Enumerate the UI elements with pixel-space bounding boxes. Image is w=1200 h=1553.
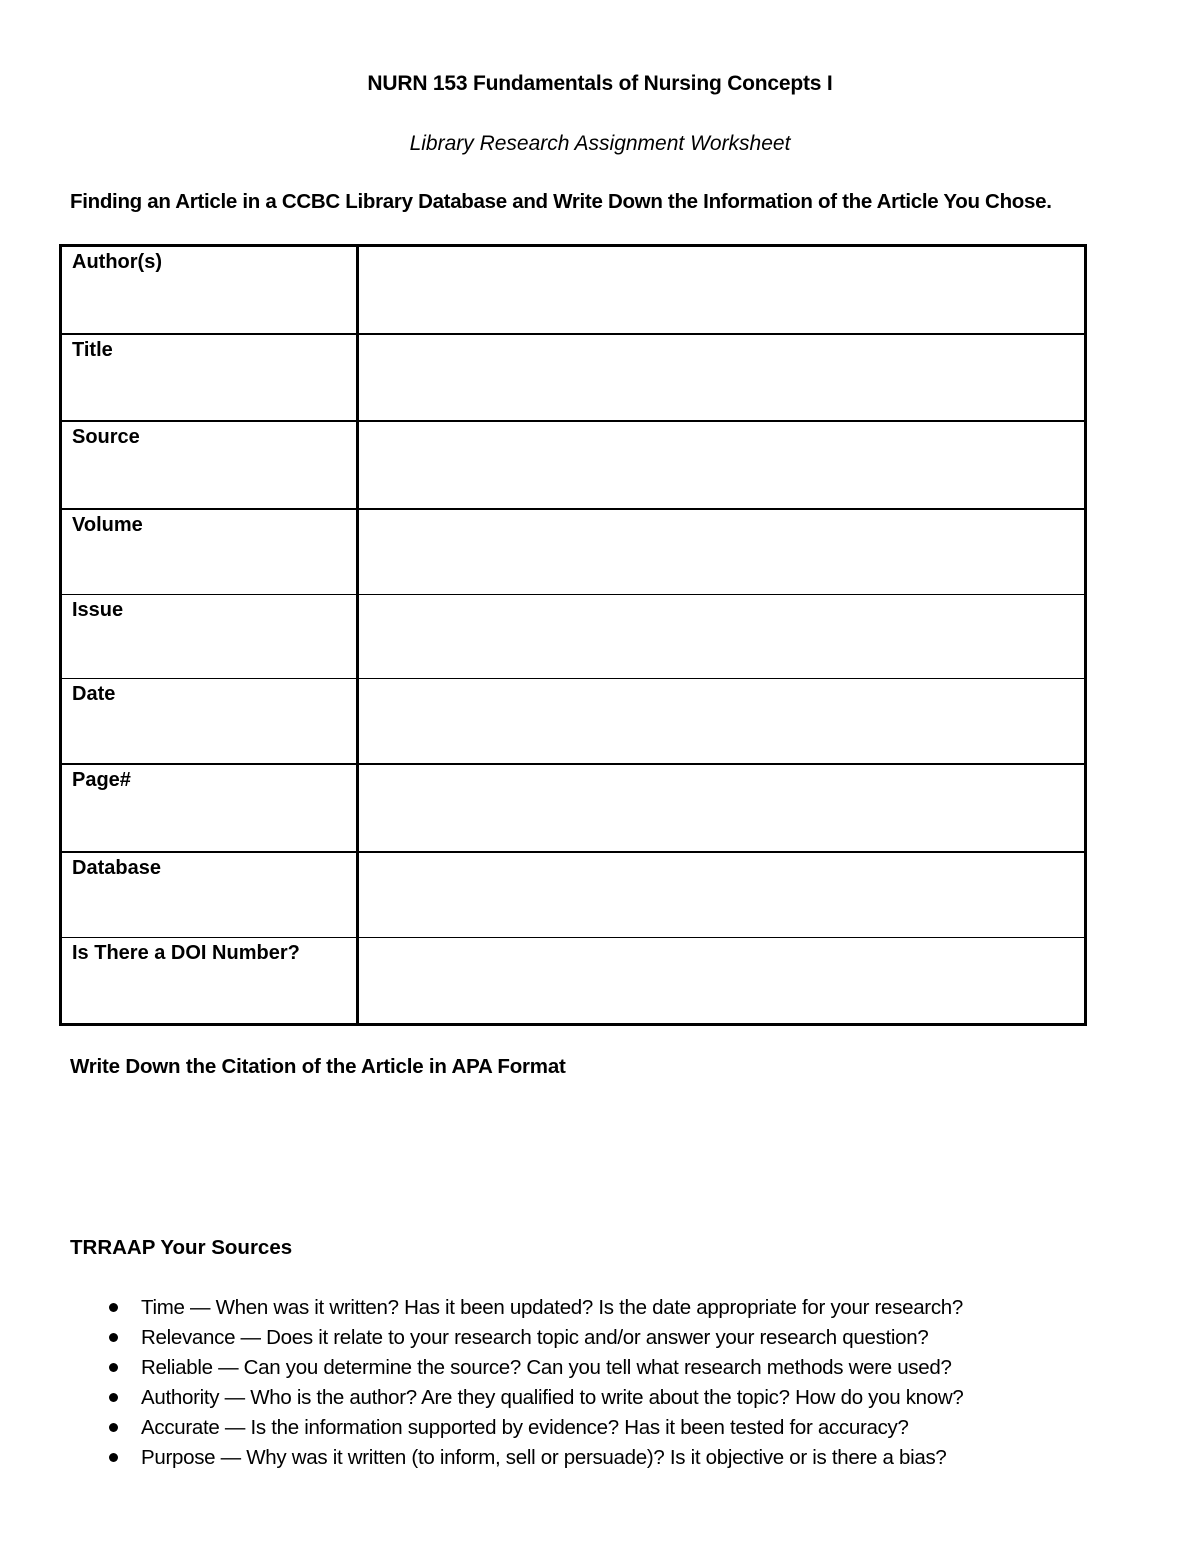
row-label-authors: Author(s): [61, 246, 358, 335]
row-label-issue: Issue: [61, 594, 358, 678]
row-label-page: Page#: [61, 764, 358, 851]
row-label-volume: Volume: [61, 509, 358, 595]
bullet-icon: [109, 1453, 118, 1462]
list-item-text: Accurate — Is the information supported by evidence? Has it been tested for accuracy?: [141, 1416, 909, 1439]
row-label-doi: Is There a DOI Number?: [61, 937, 358, 1024]
table-row: [61, 509, 1086, 595]
table-row: [61, 937, 1086, 1024]
table-row: [61, 246, 1086, 335]
authors-field[interactable]: [358, 246, 1086, 335]
list-item-text: Purpose — Why was it written (to inform, sell or persuade)? Is it objective or is there a bias?: [141, 1446, 947, 1469]
bullet-icon: [109, 1363, 118, 1372]
list-item-text: Reliable — Can you determine the source? Can you tell what research methods were used?: [141, 1356, 952, 1379]
list-item-text: Time — When was it written? Has it been updated? Is the date appropriate for your research?: [141, 1296, 963, 1319]
bullet-icon: [109, 1423, 118, 1432]
source-field[interactable]: [358, 421, 1086, 508]
table-row: [61, 852, 1086, 938]
list-item-text: Relevance — Does it relate to your research topic and/or answer your research question?: [141, 1326, 929, 1349]
article-info-table: [59, 244, 1087, 1026]
table-row: [61, 421, 1086, 508]
bullet-icon: [109, 1333, 118, 1342]
table-row: [61, 594, 1086, 678]
doi-field[interactable]: [358, 937, 1086, 1024]
issue-field[interactable]: [358, 594, 1086, 678]
table-row: [61, 334, 1086, 421]
instructions-heading: Finding an Article in a CCBC Library Database and Write Down the Information of the Article You Chose.: [70, 190, 1052, 213]
volume-field[interactable]: [358, 509, 1086, 595]
page-field[interactable]: [358, 764, 1086, 851]
bullet-icon: [109, 1303, 118, 1312]
title-field[interactable]: [358, 334, 1086, 421]
citation-area[interactable]: [70, 1090, 1086, 1220]
list-item-text: Authority — Who is the author? Are they qualified to write about the topic? How do you know?: [141, 1386, 964, 1409]
trraap-heading: TRRAAP Your Sources: [70, 1236, 293, 1259]
row-label-title: Title: [61, 334, 358, 421]
citation-heading: Write Down the Citation of the Article in APA Format: [70, 1055, 566, 1078]
page-subtitle: Library Research Assignment Worksheet: [409, 132, 791, 155]
table-row: [61, 679, 1086, 765]
row-label-source: Source: [61, 421, 358, 508]
table-row: [61, 764, 1086, 851]
bullet-icon: [109, 1393, 118, 1402]
row-label-date: Date: [61, 679, 358, 765]
database-field[interactable]: [358, 852, 1086, 938]
date-field[interactable]: [358, 679, 1086, 765]
page-title: NURN 153 Fundamentals of Nursing Concepts I: [367, 72, 833, 95]
row-label-database: Database: [61, 852, 358, 938]
